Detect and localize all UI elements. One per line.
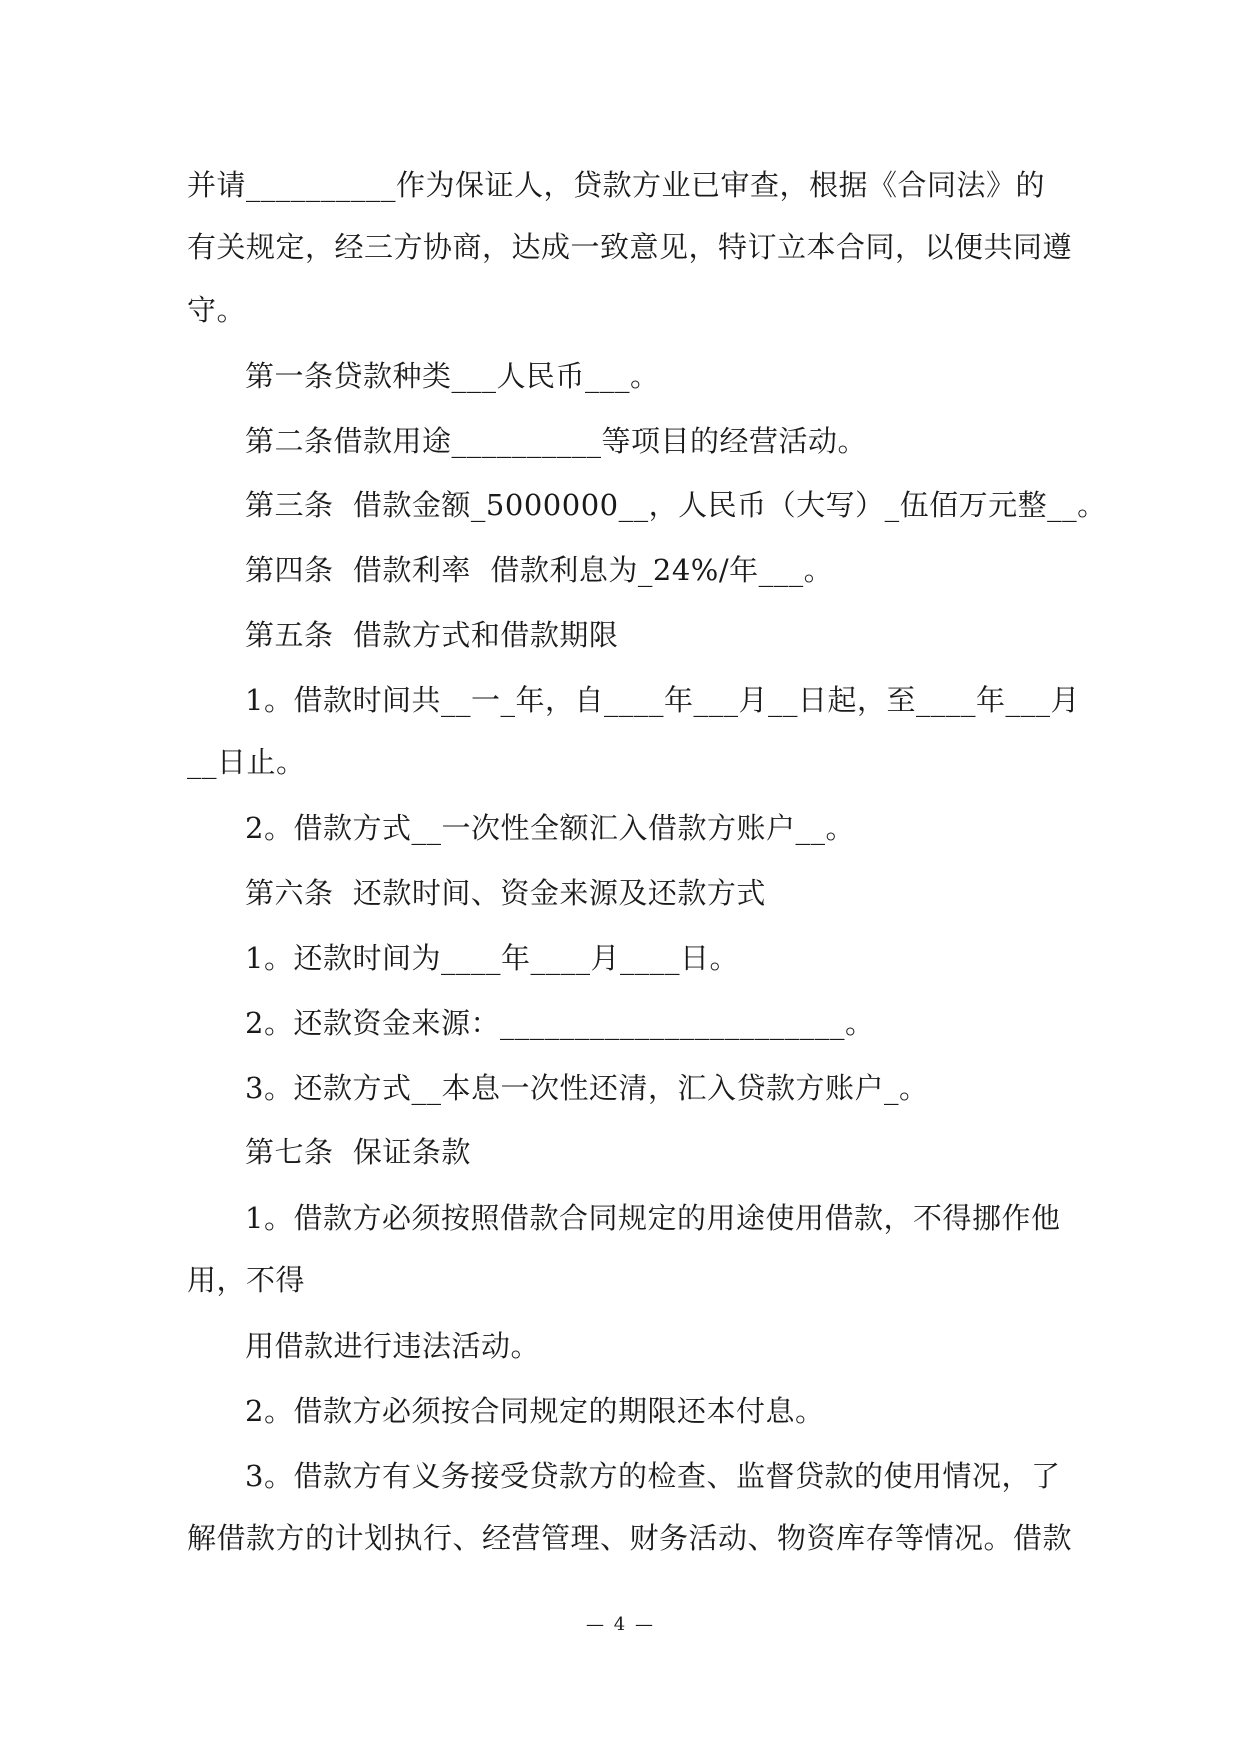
page-number: — 4 — bbox=[586, 1614, 655, 1635]
paragraph-line: 守。 bbox=[187, 293, 247, 327]
article-heading: 第三条 借款金额_5000000__，人民币（大写）_伍佰万元整__。 bbox=[245, 488, 1107, 522]
clause-line: 1。借款时间共__一_年，自____年___月__日起，至____年___月 bbox=[245, 683, 1080, 717]
article-heading: 第七条 保证条款 bbox=[245, 1135, 471, 1169]
article-heading: 第一条贷款种类___人民币___。 bbox=[245, 359, 660, 393]
paragraph-line: 并请__________作为保证人，贷款方业已审查，根据《合同法》的 bbox=[187, 168, 1046, 202]
clause-line: 1。还款时间为____年____月____日。 bbox=[245, 941, 739, 975]
clause-line: 解借款方的计划执行、经营管理、财务活动、物资库存等情况。借款 bbox=[187, 1521, 1073, 1555]
clause-line: 3。借款方有义务接受贷款方的检查、监督贷款的使用情况，了 bbox=[245, 1459, 1061, 1493]
article-heading: 第五条 借款方式和借款期限 bbox=[245, 618, 619, 652]
paragraph-line: 有关规定，经三方协商，达成一致意见，特订立本合同，以便共同遵 bbox=[187, 230, 1073, 264]
clause-line: 2。还款资金来源：_______________________。 bbox=[245, 1006, 875, 1040]
clause-line: 2。借款方必须按合同规定的期限还本付息。 bbox=[245, 1394, 825, 1428]
clause-line: __日止。 bbox=[187, 745, 306, 779]
clause-line: 用，不得 bbox=[187, 1263, 306, 1297]
clause-line: 3。还款方式__本息一次性还清，汇入贷款方账户_。 bbox=[245, 1071, 929, 1105]
article-heading: 第六条 还款时间、资金来源及还款方式 bbox=[245, 876, 766, 910]
article-heading: 第四条 借款利率 借款利息为_24%/年___。 bbox=[245, 553, 834, 587]
clause-line: 用借款进行违法活动。 bbox=[245, 1329, 541, 1363]
clause-line: 2。借款方式__一次性全额汇入借款方账户__。 bbox=[245, 811, 855, 845]
clause-line: 1。借款方必须按照借款合同规定的用途使用借款，不得挪作他 bbox=[245, 1201, 1061, 1235]
article-heading: 第二条借款用途__________等项目的经营活动。 bbox=[245, 424, 868, 458]
